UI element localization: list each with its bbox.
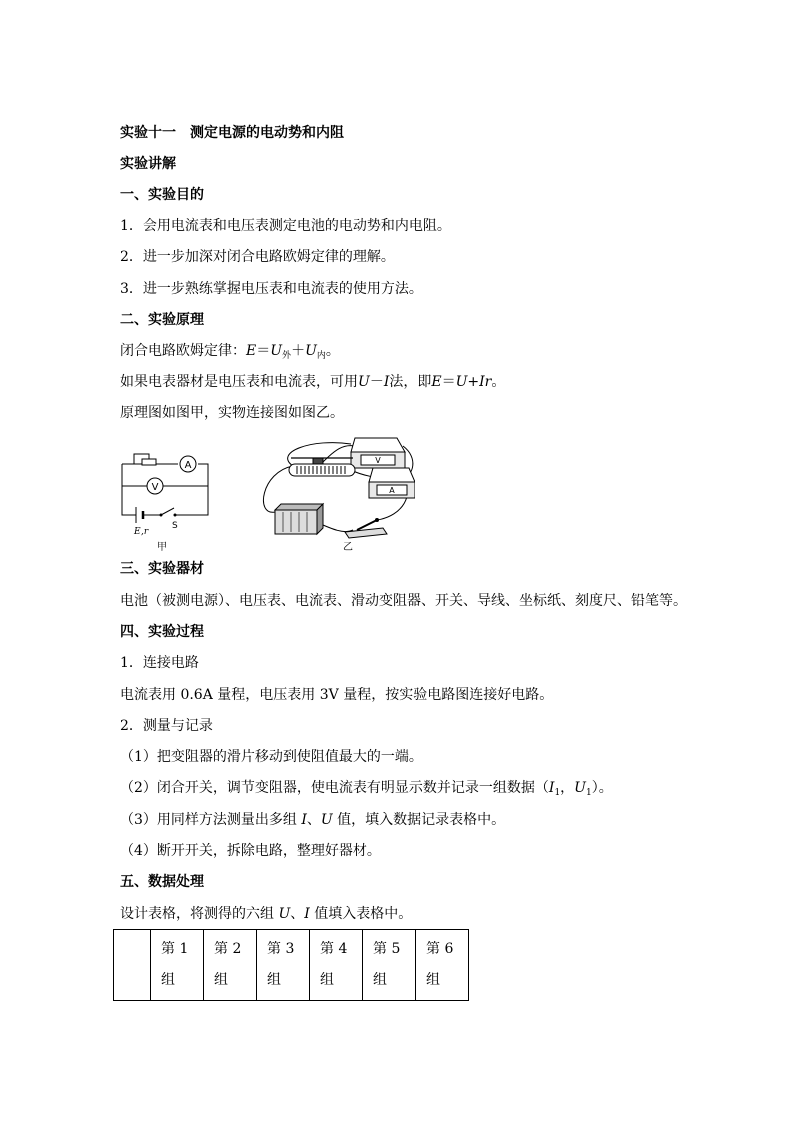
figure-a-caption: 甲 (157, 542, 167, 552)
table-header-cell: 第 5 组 (363, 930, 416, 1001)
procedure-substep-3: （3）用同样方法测量出多组 I、U 值，填入数据记录表格中。 (120, 812, 506, 828)
section-heading-data-processing: 五、数据处理 (120, 874, 204, 890)
equipment-list: 电池（被测电源）、电压表、电流表、滑动变阻器、开关、导线、坐标纸、刻度尺、铅笔等。 (120, 593, 687, 609)
principle-line-3: 原理图如图甲，实物连接图如图乙。 (120, 405, 344, 421)
physical-connection-figure (253, 436, 415, 552)
page-title: 实验十一 测定电源的电动势和内阻 (120, 125, 344, 141)
table-corner-cell (114, 930, 151, 1001)
ammeter-device-label: A (389, 486, 395, 495)
section-heading-procedure: 四、实验过程 (120, 624, 204, 640)
rheostat-device (289, 458, 355, 476)
purpose-item-2: 2．进一步加深对闭合电路欧姆定律的理解。 (120, 249, 395, 265)
switch-device (345, 518, 387, 538)
purpose-item-1: 1．会用电流表和电压表测定电池的电动势和内电阻。 (120, 218, 451, 234)
switch-pivot (160, 514, 163, 517)
table-header-cell: 第 2 组 (204, 930, 257, 1001)
table-header-cell: 第 1 组 (151, 930, 204, 1001)
table-header-row (114, 930, 469, 1001)
procedure-step-2: 2．测量与记录 (120, 718, 213, 734)
ammeter-device (369, 468, 415, 498)
section-heading-equipment: 三、实验器材 (120, 561, 204, 577)
data-record-table (113, 929, 469, 1001)
table-header-cell: 第 4 组 (310, 930, 363, 1001)
procedure-step-1-text: 电流表用 0.6A 量程，电压表用 3V 量程，按实验电路图连接好电路。 (120, 687, 554, 703)
switch-label: S (172, 521, 178, 531)
section-heading-principle: 二、实验原理 (120, 312, 204, 328)
principle-line-2: 如果电表器材是电压表和电流表，可用U－I法，即E＝U+Ir。 (120, 374, 506, 390)
table-header-cell: 第 6 组 (416, 930, 469, 1001)
lecture-heading: 实验讲解 (120, 156, 176, 172)
figure-b-caption: 乙 (343, 542, 353, 552)
principle-line-1: 闭合电路欧姆定律：$E=U_外+U_内$。 (120, 343, 340, 361)
voltmeter-device-label: V (375, 456, 381, 465)
procedure-substep-4: （4）断开开关，拆除电路，整理好器材。 (120, 843, 381, 859)
switch-contact (174, 514, 177, 517)
procedure-substep-1: （1）把变阻器的滑片移动到使阻值最大的一端。 (120, 749, 423, 765)
voltmeter-device (351, 438, 405, 468)
voltmeter-label: V (151, 482, 159, 493)
circuit-schematic-figure (114, 444, 214, 552)
battery-label-E: E (134, 527, 141, 537)
rheostat-body (142, 459, 156, 465)
procedure-step-1: 1．连接电路 (120, 655, 199, 671)
left-wire (122, 464, 136, 515)
section-heading-purpose: 一、实验目的 (120, 187, 204, 203)
ammeter-label: A (184, 460, 192, 471)
table-header-cell: 第 3 组 (257, 930, 310, 1001)
purpose-item-3: 3．进一步熟练掌握电压表和电流表的使用方法。 (120, 281, 423, 297)
switch-blade (161, 508, 174, 515)
procedure-substep-2: （2）闭合开关，调节变阻器，使电流表有明显示数并记录一组数据（$I_1$，$U_1$）。 (120, 780, 613, 798)
battery-pack (275, 504, 323, 534)
data-processing-intro: 设计表格，将测得的六组 U、I 值填入表格中。 (120, 906, 413, 922)
battery-label-r: ,r (141, 527, 149, 537)
